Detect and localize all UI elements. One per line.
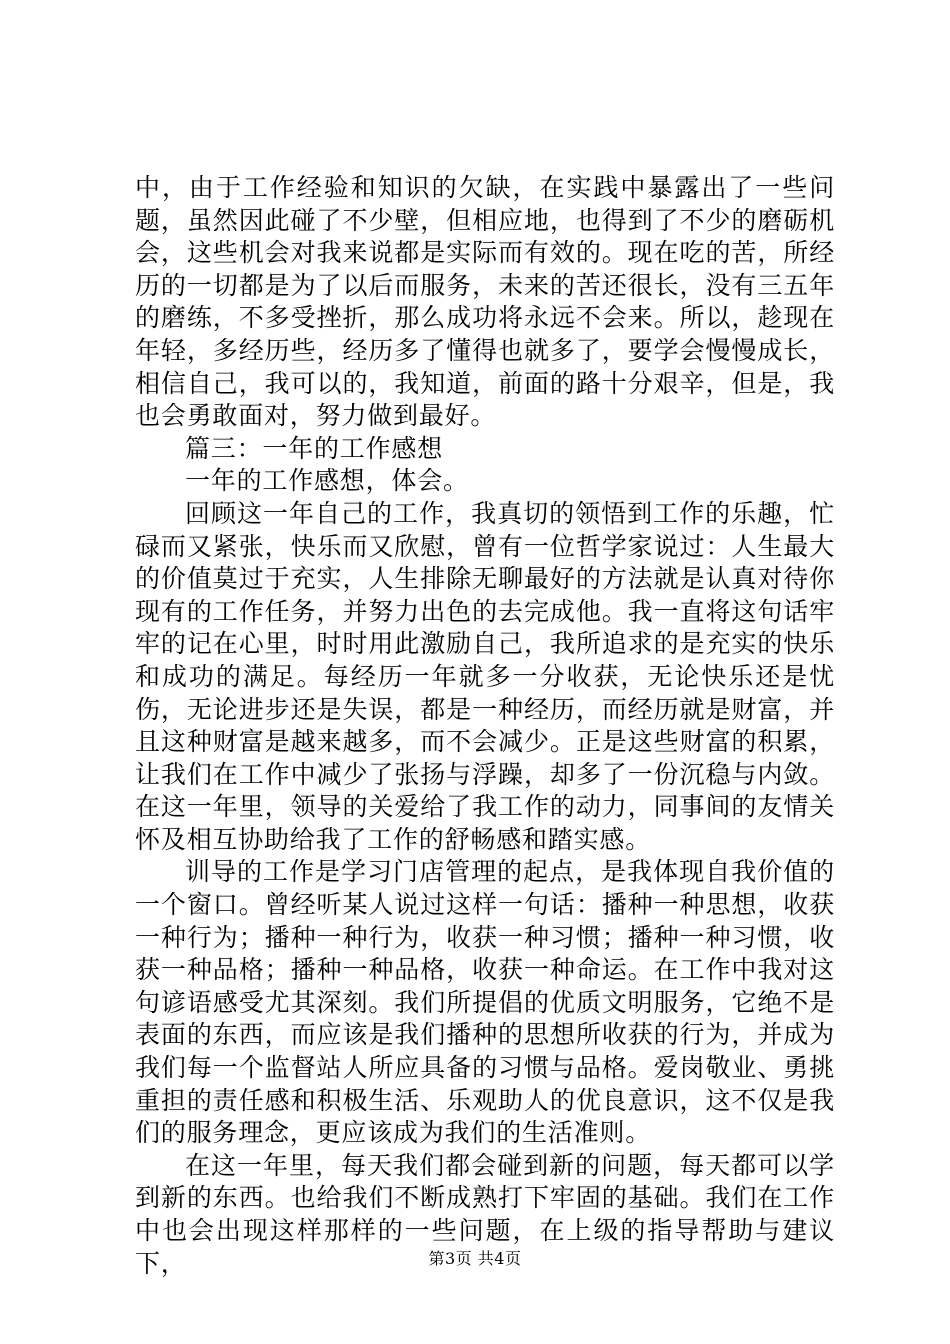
section-heading: 篇三：一年的工作感想 (185, 433, 444, 463)
section-subtitle: 一年的工作感想，体会。 (185, 466, 469, 496)
paragraph-training: 训导的工作是学习门店管理的起点，是我体现自我价值的一个窗口。曾经听某人说过这样一句话：播种一种思想，收获一种行为；播种一种行为，收获一种习惯；播种一种习惯，收获一种品格；播种一种品格，收获一种命运。在工作中我对这句谚语感受尤其深刻。我们所提倡的优质文明服务，它绝不是表面的东西，而应该是我们播种的思想所收获的行为，并成为我们每一个监督站人所应具备的习惯与品格。爱岗敬业、勇挑重担的责任感和积极生活、乐观助人的优良意识，这不仅是我们的服务理念，更应该成为我们的生活准则。 (135, 857, 835, 1148)
paragraph-continuation: 中，由于工作经验和知识的欠缺，在实践中暴露出了一些问题，虽然因此碰了不少壁，但相应地，也得到了不少的磨砺机会，这些机会对我来说都是实际而有效的。现在吃的苦，所经历的一切都是为了以后而服务，未来的苦还很长，没有三五年的磨练，不多受挫折，那么成功将永远不会来。所以，趁现在年轻，多经历些，经历多了懂得也就多了，要学会慢慢成长，相信自己，我可以的，我知道，前面的路十分艰辛，但是，我也会勇敢面对，努力做到最好。 (135, 173, 835, 431)
document-body (135, 172, 835, 1280)
page-number-footer: 第3页 共4页 (428, 1249, 522, 1268)
paragraph-review: 回顾这一年自己的工作，我真切的领悟到工作的乐趣，忙碌而又紧张，快乐而又欣慰，曾有一位哲学家说过：人生最大的价值莫过于充实，人生排除无聊最好的方法就是认真对待你现有的工作任务，并努力出色的去完成他。我一直将这句话牢牢的记在心里，时时用此激励自己，我所追求的是充实的快乐和成功的满足。每经历一年就多一分收获，无论快乐还是忧伤，无论进步还是失误，都是一种经历，而经历就是财富，并且这种财富是越来越多，而不会减少。正是这些财富的积累，让我们在工作中减少了张扬与浮躁，却多了一份沉稳与内敛。在这一年里，领导的关爱给了我工作的动力，同事间的友情关怀及相互协助给我了工作的舒畅感和踏实感。 (135, 498, 835, 854)
paragraph-daily-growth: 在这一年里，每天我们都会碰到新的问题，每天都可以学到新的东西。也给我们不断成熟打下牢固的基础。我们在工作中也会出现这样那样的一些问题，在上级的指导帮助与建议下， (135, 1150, 835, 1278)
